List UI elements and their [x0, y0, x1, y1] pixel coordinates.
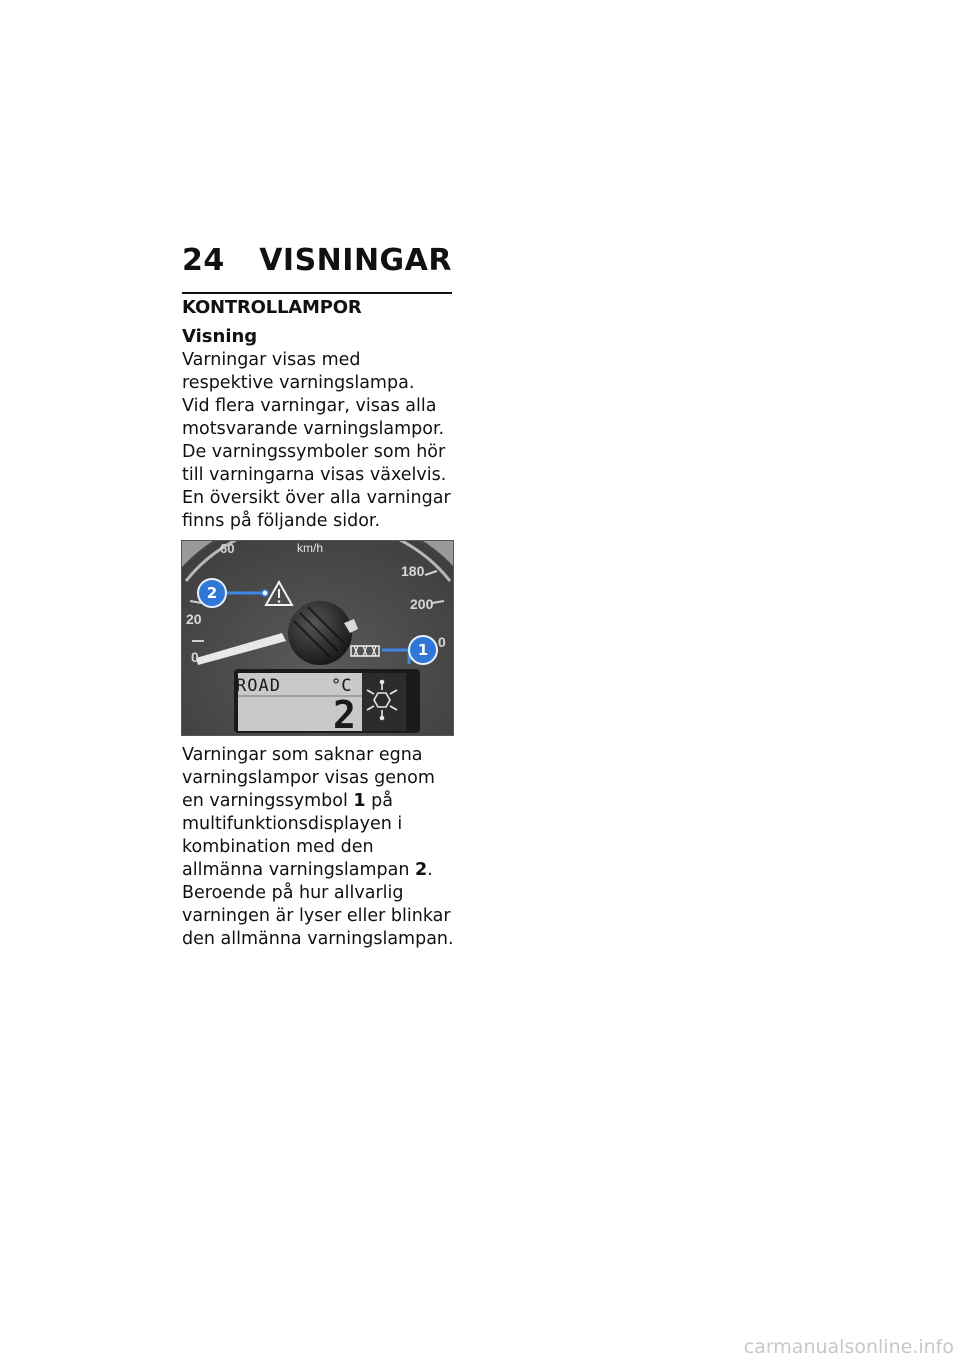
lcd-unit: °C	[331, 676, 352, 696]
lcd-mode: ROAD	[236, 676, 281, 696]
paragraph	[182, 744, 454, 951]
reference-1: 1	[353, 791, 366, 811]
dial-label: 0	[191, 649, 199, 665]
dial-label: 20	[186, 611, 202, 627]
section-title: KONTROLLAMPOR	[182, 297, 362, 318]
paragraph: Vid flera varningar, visas alla motsvarande varningslampor.	[182, 396, 445, 439]
paragraph: En översikt över alla varningar finns på följande sidor.	[182, 488, 451, 531]
callout-2: 2	[197, 578, 227, 608]
dial-label: 60	[220, 541, 235, 556]
paragraph: De varningssymboler som hör till varningarna visas växelvis.	[182, 442, 447, 485]
lcd-temperature-value: 2	[333, 693, 356, 737]
subsection-title: Visning	[182, 326, 258, 347]
page-number: 24	[182, 242, 225, 278]
paragraph: Varningar visas med respektive varningslampa.	[182, 350, 415, 393]
text-run: Varningar som saknar egna varningslampor visas genom en varningssymbol	[182, 745, 435, 811]
dial-label: 180	[401, 563, 425, 579]
text-run: . Beroende på hur allvarlig varningen är lyser eller blinkar den allmänna varningslampan.	[182, 860, 454, 949]
text-run: på multifunktionsdisplayen i kombination med den allmänna varningslampan	[182, 791, 416, 880]
page-header	[182, 238, 452, 282]
section-divider	[182, 292, 452, 294]
chapter-title: VISNINGAR	[259, 242, 452, 278]
dial-label: 0	[438, 634, 446, 650]
watermark: carmanualsonline.info	[743, 1336, 954, 1358]
callout-1: 1	[408, 635, 438, 665]
reference-2: 2	[415, 860, 428, 880]
dial-label: 200	[410, 596, 434, 612]
speed-unit-label: km/h	[297, 541, 324, 555]
